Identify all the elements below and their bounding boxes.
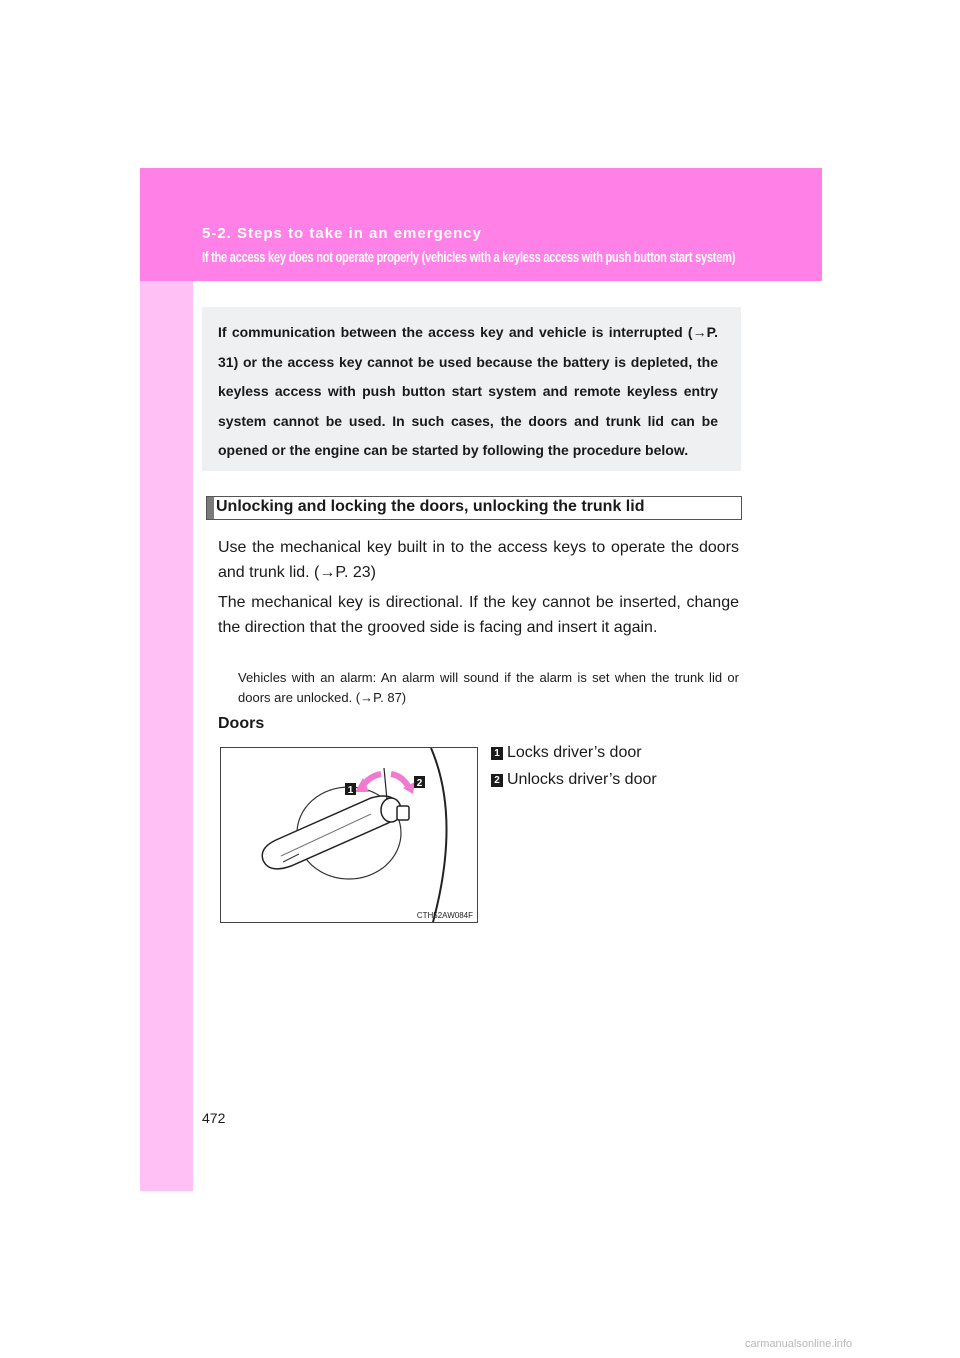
figure-code: CTH52AW084F (416, 911, 473, 920)
legend-item-lock (491, 744, 642, 762)
door-handle-figure (220, 747, 478, 923)
subsection-title: Unlocking and locking the doors, unlocking the trunk lid (216, 498, 645, 515)
legend-item-unlock (491, 771, 657, 789)
door-handle-illustration (221, 748, 477, 922)
doors-heading: Doors (218, 715, 265, 732)
page-number: 472 (202, 1110, 226, 1126)
svg-text:1: 1 (347, 785, 354, 796)
watermark: carmanualsonline.info (745, 1338, 853, 1350)
intro-text: If communication between the access key and vehicle is interrupted (→P. 31) or the access key cannot be used because the battery is depleted, the keyless access with push button start system and remote keyless entry system cannot be used. In such cases, the doors and trunk lid can be opened or the engine can be started by following the procedure below. (218, 324, 718, 458)
paragraph-mechanical-key: Use the mechanical key built in to the access keys to operate the doors and trunk lid. (→P. 23) (218, 539, 739, 581)
legend-text: Unlocks driver’s door (507, 771, 657, 788)
section-label: 5-2. Steps to take in an emergency (202, 225, 482, 242)
number-badge: 1 (491, 747, 503, 760)
alarm-note: Vehicles with an alarm: An alarm will sound if the alarm is set when the trunk lid or doors are unlocked. (→P. 87) (238, 670, 739, 705)
subsection-accent (207, 497, 214, 519)
svg-text:2: 2 (416, 778, 423, 789)
side-tab-band (140, 168, 193, 1191)
number-badge: 2 (491, 774, 503, 787)
legend-text: Locks driver’s door (507, 744, 642, 761)
page-title: If the access key does not operate properly (vehicles with a keyless access with push button start system) (202, 250, 736, 266)
paragraph-key-direction: The mechanical key is directional. If the key cannot be inserted, change the direction that the grooved side is facing and insert it again. (218, 594, 739, 636)
